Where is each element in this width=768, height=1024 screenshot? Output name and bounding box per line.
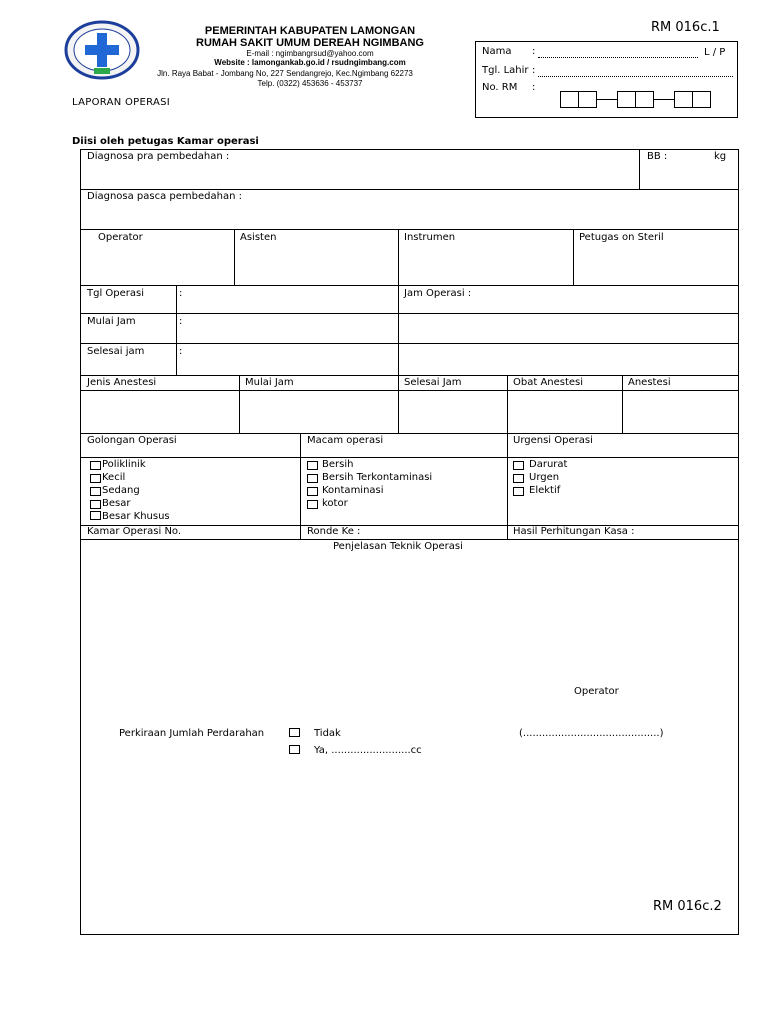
- bersih-terkontaminasi-option: Bersih Terkontaminasi: [322, 472, 433, 483]
- form-code: RM 016c.1: [651, 20, 720, 35]
- instrumen-label: Instrumen: [404, 232, 456, 243]
- kotor-checkbox[interactable]: [307, 500, 318, 509]
- kecil-option: Kecil: [102, 472, 126, 483]
- hasil-kasa-label: Hasil Perhitungan Kasa :: [513, 526, 635, 537]
- bersih-terkontaminasi-checkbox[interactable]: [307, 474, 318, 483]
- footer-form-code: RM 016c.2: [653, 899, 722, 914]
- elektif-checkbox[interactable]: [513, 487, 524, 496]
- jenis-anestesi-label: Jenis Anestesi: [87, 377, 157, 388]
- operator-signature-line[interactable]: (...........................................): [519, 728, 664, 739]
- anestesi-selesai-jam-label: Selesai Jam: [404, 377, 462, 388]
- dob-label: Tgl. Lahir: [482, 65, 529, 76]
- gender-option[interactable]: L / P: [704, 47, 726, 58]
- hospital-address: Jln. Raya Babat - Jombang No, 227 Sendangrejo, Kec.Ngimbang 62273: [157, 69, 413, 78]
- kecil-checkbox[interactable]: [90, 474, 101, 483]
- urgen-checkbox[interactable]: [513, 474, 524, 483]
- rm-colon: :: [532, 82, 536, 93]
- ronde-ke-label: Ronde Ke :: [307, 526, 361, 537]
- name-colon: :: [532, 46, 536, 57]
- urgensi-operasi-label: Urgensi Operasi: [513, 435, 593, 446]
- asisten-label: Asisten: [240, 232, 277, 243]
- diagnosa-pra-label: Diagnosa pra pembedahan :: [87, 151, 230, 162]
- selesai-jam-colon: :: [179, 346, 183, 357]
- besar-checkbox[interactable]: [90, 500, 101, 509]
- poliklinik-option: Poliklinik: [102, 459, 146, 470]
- hospital-phone: Telp. (0322) 453636 - 453737: [257, 79, 363, 88]
- elektif-option: Elektif: [529, 485, 561, 496]
- poliklinik-checkbox[interactable]: [90, 461, 101, 470]
- kotor-option: kotor: [322, 498, 348, 509]
- mulai-jam-label: Mulai Jam: [87, 316, 136, 327]
- anestesi-label: Anestesi: [628, 377, 671, 388]
- form-subtitle: Diisi oleh petugas Kamar operasi: [72, 136, 259, 147]
- obat-anestesi-label: Obat Anestesi: [513, 377, 584, 388]
- hospital-name: RUMAH SAKIT UMUM DEREAH NGIMBANG: [196, 37, 424, 49]
- sedang-option: Sedang: [102, 485, 140, 496]
- bersih-option: Bersih: [322, 459, 354, 470]
- ya-option: Ya, .........................cc: [314, 745, 422, 756]
- tidak-checkbox[interactable]: [289, 728, 300, 737]
- operator-label: Operator: [98, 232, 143, 243]
- petugas-on-steril-label: Petugas on Steril: [579, 232, 664, 243]
- penjelasan-teknik-label: Penjelasan Teknik Operasi: [333, 541, 463, 552]
- operator-signature-label: Operator: [574, 686, 619, 697]
- rm-label: No. RM: [482, 82, 518, 93]
- hospital-website: Website : lamongankab.go.id / rsudngimbang.com: [214, 58, 406, 67]
- name-field[interactable]: [538, 57, 698, 58]
- tgl-operasi-colon: :: [179, 288, 183, 299]
- hospital-email: E-mail : ngimbangrsud@yahoo.com: [246, 49, 374, 58]
- kg-unit: kg: [714, 151, 727, 162]
- macam-operasi-label: Macam operasi: [307, 435, 384, 446]
- operation-report-form: [80, 149, 739, 935]
- form-title: LAPORAN OPERASI: [72, 97, 170, 108]
- jam-operasi-label: Jam Operasi :: [404, 288, 472, 299]
- darurat-option: Darurat: [529, 459, 568, 470]
- besar-option: Besar: [102, 498, 131, 509]
- dob-field[interactable]: [538, 76, 733, 77]
- sedang-checkbox[interactable]: [90, 487, 101, 496]
- tgl-operasi-label: Tgl Operasi: [87, 288, 145, 299]
- golongan-operasi-label: Golongan Operasi: [87, 435, 177, 446]
- kontaminasi-option: Kontaminasi: [322, 485, 384, 496]
- bb-label: BB :: [647, 151, 668, 162]
- dob-colon: :: [532, 65, 536, 76]
- besar-khusus-checkbox[interactable]: [90, 511, 101, 520]
- besar-khusus-option: Besar Khusus: [102, 511, 170, 522]
- tidak-option: Tidak: [314, 728, 341, 739]
- patient-identity-box: [475, 41, 738, 118]
- urgen-option: Urgen: [529, 472, 560, 483]
- government-name: PEMERINTAH KABUPATEN LAMONGAN: [204, 25, 416, 37]
- selesai-jam-label: Selesai jam: [87, 346, 145, 357]
- darurat-checkbox[interactable]: [513, 461, 524, 470]
- mulai-jam-colon: :: [179, 316, 183, 327]
- anestesi-mulai-jam-label: Mulai Jam: [245, 377, 294, 388]
- bersih-checkbox[interactable]: [307, 461, 318, 470]
- name-label: Nama: [482, 46, 512, 57]
- diagnosa-pasca-label: Diagnosa pasca pembedahan :: [87, 191, 242, 202]
- kamar-operasi-label: Kamar Operasi No.: [87, 526, 182, 537]
- perdarahan-label: Perkiraan Jumlah Perdarahan: [119, 728, 265, 739]
- ya-checkbox[interactable]: [289, 745, 300, 754]
- kontaminasi-checkbox[interactable]: [307, 487, 318, 496]
